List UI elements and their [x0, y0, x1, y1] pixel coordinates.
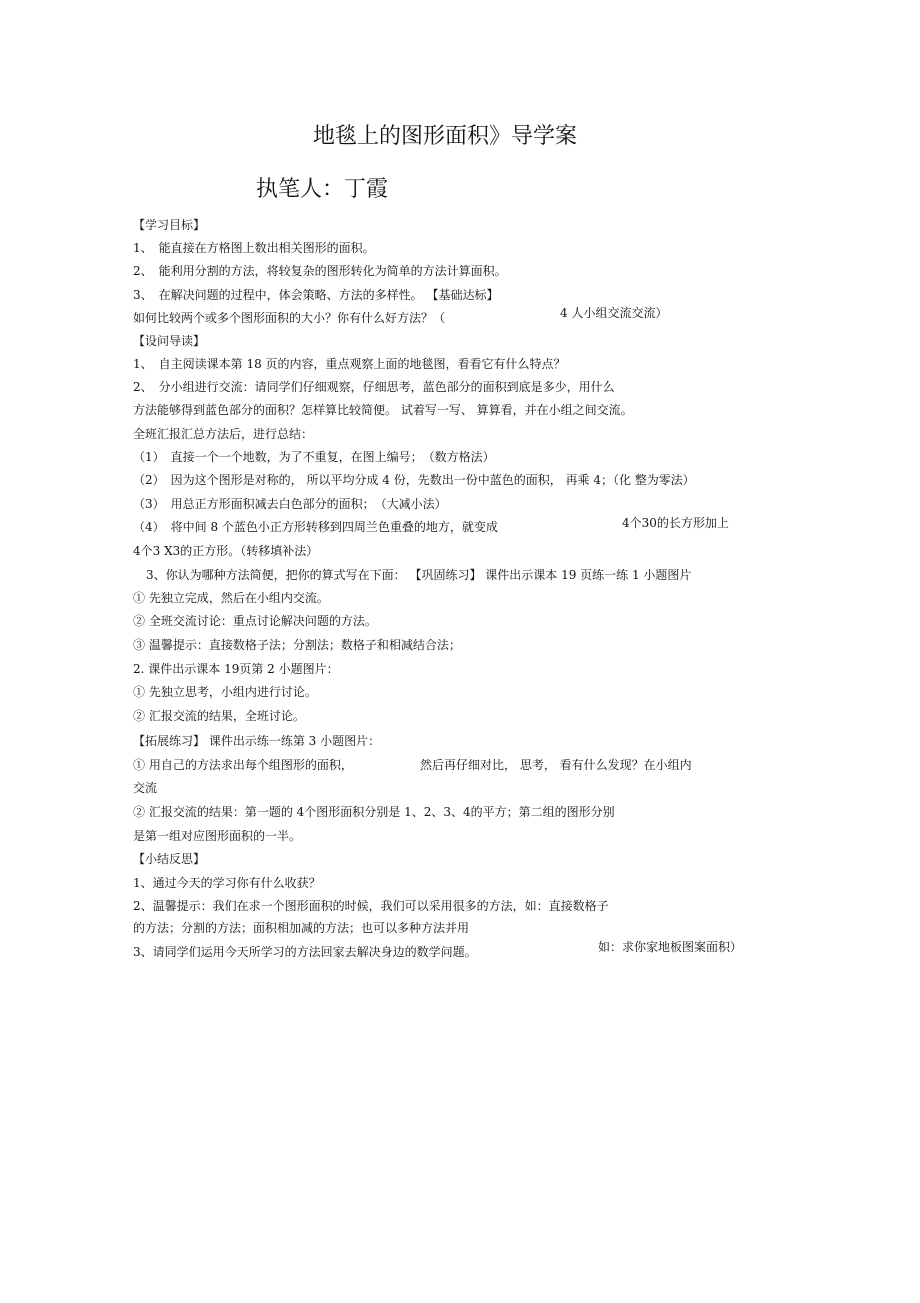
- text-line: ② 汇报交流的结果，全班讨论。: [133, 709, 305, 723]
- text-line: 2. 课件出示课本 19页第 2 小题图片：: [133, 662, 339, 676]
- text-line: 如何比较两个或多个图形面积的大小？你有什么好方法？（: [133, 311, 446, 325]
- text-line: 的方法；分割的方法；面积相加减的方法；也可以多种方法并用: [133, 921, 470, 935]
- text-line: 2、 分小组进行交流：请同学们仔细观察，仔细思考，蓝色部分的面积到底是多少，用什么: [133, 380, 615, 394]
- text-line: （3） 用总正方形面积减去白色部分的面积； （大减小法）: [133, 497, 447, 511]
- text-line: ① 先独立思考，小组内进行讨论。: [133, 685, 317, 699]
- text-line: ① 用自己的方法求出每个组图形的面积，: [133, 758, 353, 772]
- section-heading-learning-goals: 【学习目标】: [133, 218, 206, 232]
- author-line: 执笔人：丁霞: [256, 177, 389, 202]
- text-line-annotation: 4 人小组交流交流）: [560, 306, 668, 320]
- text-line-annotation: 如：求你家地板图案面积）: [598, 940, 743, 954]
- text-line: ② 汇报交流的结果：第一题的 4个图形面积分别是 1、2、3、4的平方；第二组的图形分别: [133, 805, 615, 819]
- text-line: 3、 在解决问题的过程中，体会策略、方法的多样性。 【基础达标】: [133, 288, 499, 302]
- text-line: ② 全班交流讨论：重点讨论解决问题的方法。: [133, 614, 377, 628]
- text-line: 然后再仔细对比， 思考， 看有什么发现？在小组内: [420, 758, 692, 772]
- text-line: 4个3 X3的正方形。（转移填补法）: [133, 544, 319, 558]
- section-heading-extension: 【拓展练习】 课件出示练一练第 3 小题图片：: [133, 734, 381, 748]
- text-line: 3、你认为哪种方法简便，把你的算式写在下面： 【巩固练习】 课件出示课本 19 页练一练 1 小题图片: [146, 568, 692, 582]
- text-line: ① 先独立完成，然后在小组内交流。: [133, 591, 329, 605]
- text-line: 方法能够得到蓝色部分的面积？怎样算比较简便。 试着写一写、 算算看，并在小组之间交流。: [133, 403, 633, 417]
- text-line: 交流: [133, 781, 158, 795]
- text-line: 2、温馨提示：我们在求一个图形面积的时候，我们可以采用很多的方法，如：直接数格子: [133, 899, 609, 913]
- text-line: 1、 自主阅读课本第 18 页的内容，重点观察上面的地毯图，看看它有什么特点？: [133, 357, 566, 371]
- text-line: （2） 因为这个图形是对称的， 所以平均分成 4 份，先数出一份中蓝色的面积， 再乘 4；（化 整为零法）: [133, 473, 695, 487]
- document-title: 地毯上的图形面积》导学案: [313, 124, 578, 149]
- section-heading-summary: 【小结反思】: [133, 852, 206, 866]
- text-line: 1、通过今天的学习你有什么收获？: [133, 876, 321, 890]
- text-line: （1） 直接一个一个地数，为了不重复，在图上编号； （数方格法）: [133, 450, 495, 464]
- text-line-annotation: 4个30的长方形加上: [622, 516, 729, 530]
- text-line: 是第一组对应图形面积的一半。: [133, 829, 302, 843]
- text-line: 1、 能直接在方格图上数出相关图形的面积。: [133, 241, 375, 255]
- text-line: 2、 能利用分割的方法，将较复杂的图形转化为简单的方法计算面积。: [133, 264, 507, 278]
- section-heading-guided-reading: 【设问导读】: [133, 334, 206, 348]
- text-line: ③ 温馨提示：直接数格子法；分割法；数格子和相减结合法；: [133, 638, 461, 652]
- text-line: 3、请同学们运用今天所学习的方法回家去解决身边的数学问题。: [133, 945, 477, 959]
- text-line: （4） 将中间 8 个蓝色小正方形转移到四周兰色重叠的地方，就变成: [133, 520, 498, 534]
- text-line: 全班汇报汇总方法后，进行总结：: [133, 427, 314, 441]
